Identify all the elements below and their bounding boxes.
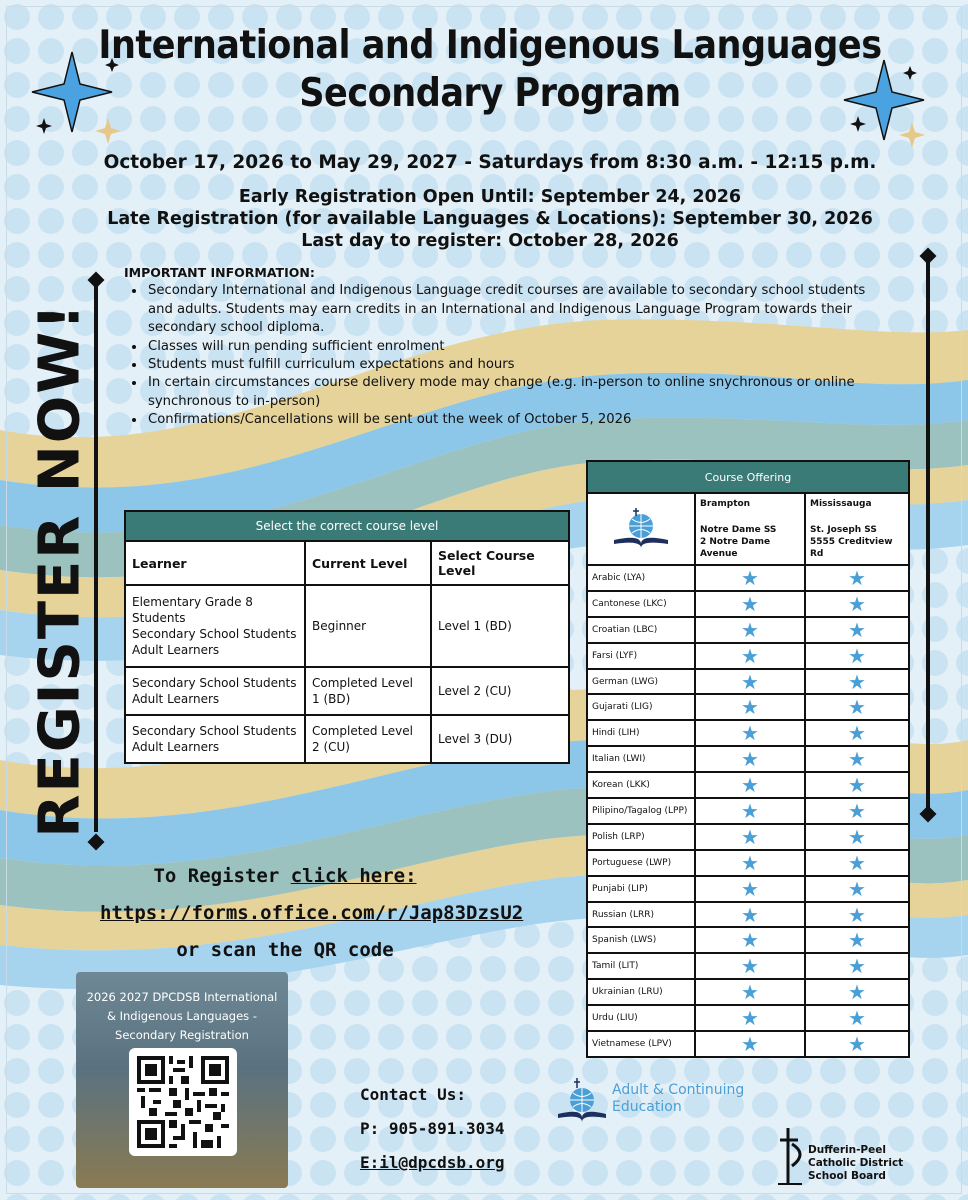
- table-row: [587, 979, 909, 1005]
- register-cta: [100, 858, 524, 969]
- page-title: [60, 22, 920, 118]
- table-row: [587, 694, 909, 720]
- table-row: [587, 850, 909, 876]
- learner-line: Secondary School Students: [132, 627, 297, 641]
- table-row: [587, 876, 909, 902]
- star-icon: ★: [695, 850, 805, 876]
- ace-line: Education: [612, 1099, 682, 1115]
- title-line-2: Secondary Program: [299, 71, 681, 116]
- star-icon: ★: [805, 746, 909, 772]
- contact-info: [360, 1078, 560, 1180]
- star-icon: ★: [695, 798, 805, 824]
- star-icon: ★: [695, 591, 805, 617]
- star-icon: ★: [805, 927, 909, 953]
- contact-email[interactable]: E:il@dpcdsb.org: [360, 1153, 505, 1172]
- learner-line: Adult Learners: [132, 740, 220, 754]
- learner-line: Secondary School Students: [132, 724, 297, 738]
- star-icon: ★: [805, 1031, 909, 1057]
- info-list: [146, 282, 892, 429]
- star-icon: ★: [805, 772, 909, 798]
- col-header-select-level: Select Course Level: [431, 541, 569, 585]
- star-icon: ★: [695, 746, 805, 772]
- select-level-cell: Level 2 (CU): [431, 667, 569, 715]
- info-item: • Students must fulfill curriculum expectations and hours: [146, 356, 892, 374]
- qr-code[interactable]: [129, 1048, 237, 1156]
- star-icon: ★: [805, 953, 909, 979]
- click-here-link[interactable]: click here:: [290, 865, 417, 887]
- qr-code-icon: [137, 1056, 229, 1148]
- select-level-cell: Level 1 (BD): [431, 585, 569, 667]
- language-name: Spanish (LWS): [587, 927, 695, 953]
- board-logo: [776, 1126, 956, 1192]
- star-icon: ★: [695, 1031, 805, 1057]
- board-line: School Board: [808, 1170, 886, 1182]
- table-row: [587, 591, 909, 617]
- course-level-table: [124, 510, 570, 764]
- star-icon: ★: [805, 565, 909, 591]
- register-now-text: REGISTER NOW!: [27, 302, 93, 838]
- info-heading: IMPORTANT INFORMATION:: [124, 265, 315, 280]
- table-row: [125, 715, 569, 763]
- register-line: [100, 858, 470, 895]
- language-name: Korean (LKK): [587, 772, 695, 798]
- learner-line: Adult Learners: [132, 643, 220, 657]
- star-icon: ★: [805, 1005, 909, 1031]
- location-mississauga: [805, 493, 909, 565]
- star-icon: ★: [805, 850, 909, 876]
- table-row: [587, 953, 909, 979]
- star-icon: ★: [805, 591, 909, 617]
- language-name: Russian (LRR): [587, 902, 695, 928]
- language-name: German (LWG): [587, 669, 695, 695]
- star-icon: ★: [805, 643, 909, 669]
- table-row: [587, 772, 909, 798]
- table-row: [587, 927, 909, 953]
- language-name: Croatian (LBC): [587, 617, 695, 643]
- location-school: Notre Dame SS: [700, 525, 777, 535]
- early-registration: Early Registration Open Until: September 24, 2026: [238, 187, 742, 207]
- current-level-cell: Completed Level 1 (BD): [305, 667, 431, 715]
- star-icon: ★: [695, 669, 805, 695]
- select-level-cell: Level 3 (DU): [431, 715, 569, 763]
- table-row: [587, 1005, 909, 1031]
- language-name: Gujarati (LIG): [587, 694, 695, 720]
- star-icon: ★: [805, 720, 909, 746]
- language-name: Farsi (LYF): [587, 643, 695, 669]
- star-icon: ★: [695, 720, 805, 746]
- location-city: Brampton: [700, 499, 751, 509]
- language-name: Ukrainian (LRU): [587, 979, 695, 1005]
- banner-line: [94, 282, 98, 832]
- table-row: [587, 669, 909, 695]
- table-row: [587, 746, 909, 772]
- learner-cell: [125, 585, 305, 667]
- star-icon: ★: [695, 694, 805, 720]
- star-icon: ★: [805, 902, 909, 928]
- star-icon: ★: [695, 824, 805, 850]
- learner-line: Secondary School Students: [132, 676, 297, 690]
- register-now-banner: [22, 300, 102, 840]
- star-icon: ★: [695, 953, 805, 979]
- star-icon: ★: [695, 927, 805, 953]
- location-address: 2 Notre Dame Avenue: [700, 537, 771, 559]
- board-logo-text: [808, 1144, 903, 1183]
- star-icon: ★: [805, 694, 909, 720]
- language-name: Portuguese (LWP): [587, 850, 695, 876]
- table-row: [125, 667, 569, 715]
- star-icon: ★: [695, 565, 805, 591]
- globe-book-icon: [556, 1074, 608, 1124]
- col-header-current-level: Current Level: [305, 541, 431, 585]
- board-line: Dufferin-Peel: [808, 1144, 886, 1156]
- scan-qr-text: or scan the QR code: [176, 939, 394, 961]
- location-city: Mississauga: [810, 499, 872, 509]
- ace-line: Adult & Continuing: [612, 1082, 745, 1098]
- language-name: Urdu (LIU): [587, 1005, 695, 1031]
- star-icon: ★: [695, 1005, 805, 1031]
- language-name: Hindi (LIH): [587, 720, 695, 746]
- qr-card[interactable]: [76, 972, 288, 1188]
- learner-cell: [125, 715, 305, 763]
- right-decor-line: [918, 246, 938, 826]
- course-offering-table: [586, 460, 910, 1058]
- ace-logo-cell: [587, 493, 695, 565]
- col-header-learner: Learner: [125, 541, 305, 585]
- registration-deadlines: [60, 186, 920, 252]
- star-icon: ★: [695, 772, 805, 798]
- table-row: [587, 798, 909, 824]
- star-icon: ★: [695, 979, 805, 1005]
- ace-logo: [556, 1074, 796, 1124]
- line-end-diamond: [920, 806, 937, 823]
- registration-url-link[interactable]: https://forms.office.com/r/Jap83DzsU2: [100, 902, 524, 924]
- register-prefix: To Register: [153, 865, 291, 887]
- language-name: Arabic (LYA): [587, 565, 695, 591]
- last-day-registration: Last day to register: October 28, 2026: [301, 231, 679, 251]
- program-dates: October 17, 2026 to May 29, 2027 - Saturdays from 8:30 a.m. - 12:15 p.m.: [103, 152, 877, 173]
- important-information: [124, 264, 892, 430]
- info-item: • In certain circumstances course delivery mode may change (e.g. in-person to online snychronous or online synchronous to in-person): [146, 374, 892, 411]
- board-crest-icon: [776, 1126, 810, 1190]
- table-row: [587, 824, 909, 850]
- language-name: Pilipino/Tagalog (LPP): [587, 798, 695, 824]
- star-icon: ★: [695, 617, 805, 643]
- table-row: [587, 643, 909, 669]
- learner-cell: [125, 667, 305, 715]
- star-icon: ★: [805, 669, 909, 695]
- course-table-caption: Course Offering: [587, 461, 909, 493]
- board-line: Catholic District: [808, 1157, 904, 1169]
- info-item: • Secondary International and Indigenous Language credit courses are available to secondary school students and adults. Students may earn credits in an International and Indigenous Language Program towards their secondary school diploma.: [146, 282, 892, 337]
- language-name: Polish (LRP): [587, 824, 695, 850]
- table-row: [587, 565, 909, 591]
- late-registration: Late Registration (for available Languages & Locations): September 30, 2026: [107, 209, 873, 229]
- contact-phone: P: 905-891.3034: [360, 1119, 505, 1138]
- table-row: [587, 902, 909, 928]
- title-line-1: International and Indigenous Languages: [98, 23, 882, 68]
- language-name: Cantonese (LKC): [587, 591, 695, 617]
- contact-heading: Contact Us:: [360, 1085, 466, 1104]
- star-icon: ★: [805, 979, 909, 1005]
- language-name: Punjabi (LIP): [587, 876, 695, 902]
- star-icon: ★: [805, 798, 909, 824]
- globe-book-icon: [606, 504, 676, 550]
- language-name: Vietnamese (LPV): [587, 1031, 695, 1057]
- star-icon: ★: [805, 617, 909, 643]
- info-item: • Confirmations/Cancellations will be sent out the week of October 5, 2026: [146, 411, 892, 429]
- qr-card-title: 2026 2027 DPCDSB International & Indigenous Languages - Secondary Registration: [86, 990, 278, 1042]
- star-icon: ★: [805, 876, 909, 902]
- learner-line: Students: [132, 611, 186, 625]
- table-row: [587, 1031, 909, 1057]
- location-school: St. Joseph SS: [810, 525, 877, 535]
- language-name: Tamil (LIT): [587, 953, 695, 979]
- star-icon: ★: [695, 902, 805, 928]
- location-brampton: [695, 493, 805, 565]
- decor-line: [926, 258, 930, 814]
- star-icon: ★: [695, 876, 805, 902]
- level-table-caption: Select the correct course level: [125, 511, 569, 541]
- table-row: [587, 720, 909, 746]
- location-address: 5555 Creditview Rd: [810, 537, 893, 559]
- table-row: [587, 617, 909, 643]
- star-icon: ★: [695, 643, 805, 669]
- learner-line: Elementary Grade 8: [132, 595, 253, 609]
- language-rows: [587, 565, 909, 1057]
- ace-logo-text: [612, 1082, 744, 1116]
- star-icon: ★: [805, 824, 909, 850]
- learner-line: Adult Learners: [132, 692, 220, 706]
- current-level-cell: Completed Level 2 (CU): [305, 715, 431, 763]
- info-item: • Classes will run pending sufficient enrolment: [146, 338, 892, 356]
- language-name: Italian (LWI): [587, 746, 695, 772]
- current-level-cell: Beginner: [305, 585, 431, 667]
- table-row: [125, 585, 569, 667]
